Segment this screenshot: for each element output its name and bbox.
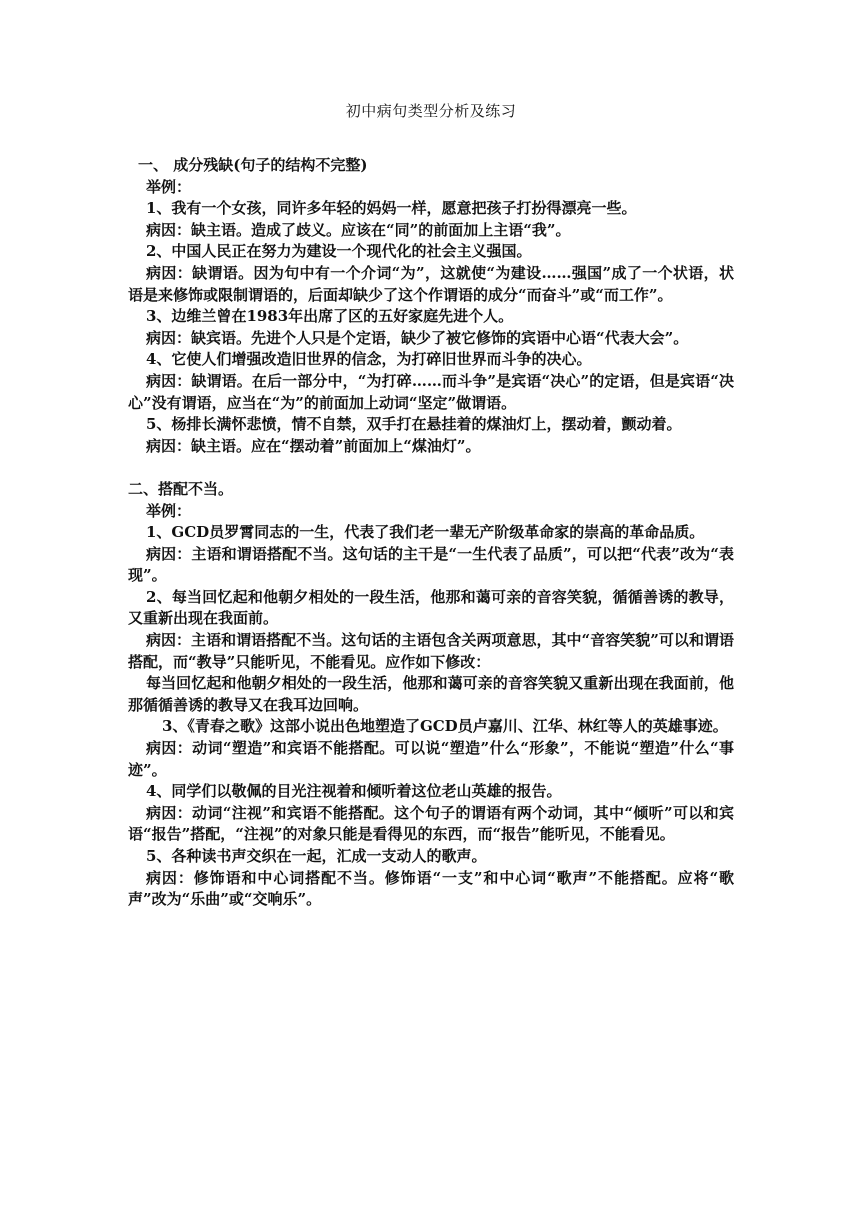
example-analysis: 病因：动词“注视”和宾语不能搭配。这个句子的谓语有两个动词，其中“倾听”可以和宾语“报告”搭配，“注视”的对象只能是看得见的东西，而“报告”能听见，不能看见。 <box>128 803 734 844</box>
example-sentence: 2、中国人民正在努力为建设一个现代化的社会主义强国。 <box>146 242 532 261</box>
example-sentence: 5、杨排长满怀悲愤，情不自禁，双手打在悬挂着的煤油灯上，摆动着，颤动着。 <box>146 415 682 434</box>
example-analysis: 病因：缺宾语。先进个人只是个定语，缺少了被它修饰的宾语中心语“代表大会”。 <box>146 328 689 347</box>
section-heading: 二、搭配不当。 <box>128 479 234 498</box>
example-sentence: 1、我有一个女孩，同许多年轻的妈妈一样，愿意把孩子打扮得漂亮一些。 <box>146 199 637 218</box>
example-analysis: 病因：缺主语。造成了歧义。应该在“同”的前面加上主语“我”。 <box>146 220 571 239</box>
example-sentence: 5、各种读书声交织在一起，汇成一支动人的歌声。 <box>146 847 487 865</box>
example-sentence: 4、它使人们增强改造旧世界的信念，为打碎旧世界而斗争的决心。 <box>146 350 592 369</box>
section-mismatched-collocation <box>128 479 734 911</box>
spacer <box>128 457 734 479</box>
example-sentence: 2、每当回忆起和他朝夕相处的一段生活，他那和蔼可亲的音容笑貌，循循善诱的教导，又重新出现在我面前。 <box>128 587 734 628</box>
example-analysis: 病因：主语和谓语搭配不当。这句话的主语包含关两项意思，其中“音容笑貌”可以和谓语搭配，而“教导”只能听见，不能看见。应作如下修改： <box>128 631 734 671</box>
example-analysis: 病因：动词“塑造”和宾语不能搭配。可以说“塑造”什么“形象”，不能说“塑造”什么“事迹”。 <box>128 739 734 779</box>
section-incomplete-components <box>128 155 734 457</box>
example-sentence: 3、边维兰曾在1983年出席了区的五好家庭先进个人。 <box>146 307 514 326</box>
example-label: 举例： <box>146 177 192 196</box>
example-analysis: 病因：修饰语和中心词搭配不当。修饰语“一支”和中心词“歌声”不能搭配。应将“歌声”改为“乐曲”或“交响乐”。 <box>128 868 734 909</box>
example-analysis: 病因：缺谓语。因为句中有一个介词“为”，这就使“为建设……强国”成了一个状语，状语是来修饰或限制谓语的，后面却缺少了这个作谓语的成分“而奋斗”或“而工作”。 <box>128 263 734 304</box>
example-correction: 每当回忆起和他朝夕相处的一段生活，他那和蔼可亲的音容笑貌又重新出现在我面前，他那循循善诱的教导又在我耳边回响。 <box>128 674 734 714</box>
document-page <box>128 100 734 911</box>
document-title: 初中病句类型分析及练习 <box>345 102 517 120</box>
example-sentence: 3、《青春之歌》这部小说出色地塑造了GCD员卢嘉川、江华、林红等人的英雄事迹。 <box>162 717 728 736</box>
example-sentence: 4、同学们以敬佩的目光注视着和倾听着这位老山英雄的报告。 <box>146 782 562 801</box>
section-heading: 一、 成分残缺(句子的结构不完整) <box>138 156 368 174</box>
example-sentence: 1、GCD员罗霄同志的一生，代表了我们老一辈无产阶级革命家的崇高的革命品质。 <box>146 523 705 542</box>
example-label: 举例： <box>146 501 192 520</box>
example-analysis: 病因：缺谓语。在后一部分中，“为打碎……而斗争”是宾语“决心”的定语，但是宾语“决心”没有谓语，应当在“为”的前面加上动词“坚定”做谓语。 <box>128 371 734 412</box>
example-analysis: 病因：主语和谓语搭配不当。这句话的主干是“一生代表了品质”，可以把“代表”改为“表现”。 <box>128 544 734 585</box>
example-analysis: 病因：缺主语。应在“摆动着”前面加上“煤油灯”。 <box>146 436 481 455</box>
